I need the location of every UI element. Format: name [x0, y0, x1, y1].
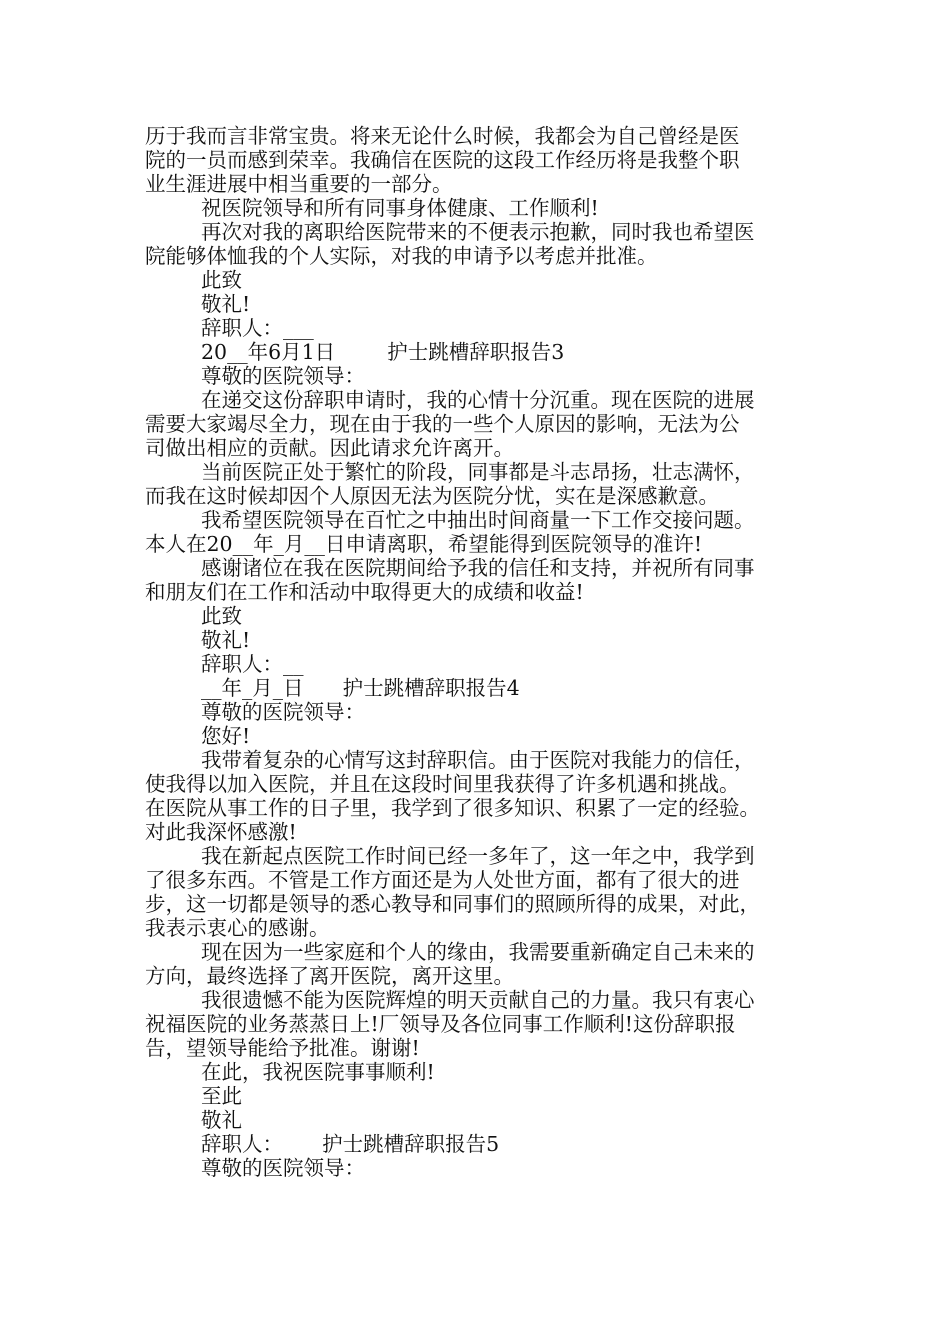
- text-line: 告，望领导能给予批准。谢谢!: [145, 1036, 420, 1060]
- text-line: 司做出相应的贡献。因此请求允许离开。: [145, 436, 514, 460]
- text-line: __年_月_日 护士跳槽辞职报告4: [201, 676, 520, 700]
- text-line: 我在新起点医院工作时间已经一多年了，这一年之中，我学到: [201, 844, 755, 868]
- text-line: 敬礼: [201, 1108, 242, 1132]
- text-line: 祝福医院的业务蒸蒸日上!厂领导及各位同事工作顺利!这份辞职报: [145, 1012, 736, 1036]
- text-line: 当前医院正处于繁忙的阶段，同事都是斗志昂扬，壮志满怀，: [201, 460, 755, 484]
- text-line: 在此，我祝医院事事顺利!: [201, 1060, 435, 1084]
- text-line: 在递交这份辞职申请时，我的心情十分沉重。现在医院的进展: [201, 388, 755, 412]
- text-line: 现在因为一些家庭和个人的缘由，我需要重新确定自己未来的: [201, 940, 755, 964]
- text-line: 我很遗憾不能为医院辉煌的明天贡献自己的力量。我只有衷心: [201, 988, 755, 1012]
- text-line: 此致: [201, 604, 242, 628]
- text-line: 尊敬的医院领导：: [201, 1156, 365, 1180]
- text-line: 对此我深怀感激!: [145, 820, 297, 844]
- text-line: 和朋友们在工作和活动中取得更大的成绩和收益!: [145, 580, 584, 604]
- text-line: 需要大家竭尽全力，现在由于我的一些个人原因的影响，无法为公: [145, 412, 740, 436]
- text-line: 使我得以加入医院，并且在这段时间里我获得了许多机遇和挑战。: [145, 772, 740, 796]
- text-line: 历于我而言非常宝贵。将来无论什么时候，我都会为自己曾经是医: [145, 124, 740, 148]
- text-line: 敬礼!: [201, 292, 251, 316]
- text-line: 了很多东西。不管是工作方面还是为人处世方面，都有了很大的进: [145, 868, 740, 892]
- text-line: 辞职人： 护士跳槽辞职报告5: [201, 1132, 500, 1156]
- text-line: 步，这一切都是领导的悉心教导和同事们的照顾所得的成果，对此，: [145, 892, 760, 916]
- text-line: 至此: [201, 1084, 242, 1108]
- text-line: 业生涯进展中相当重要的一部分。: [145, 172, 453, 196]
- text-line: 感谢诸位在我在医院期间给予我的信任和支持，并祝所有同事: [201, 556, 755, 580]
- text-line: 我带着复杂的心情写这封辞职信。由于医院对我能力的信任，: [201, 748, 755, 772]
- text-line: 敬礼!: [201, 628, 251, 652]
- text-line: 在医院从事工作的日子里，我学到了很多知识、积累了一定的经验。: [145, 796, 760, 820]
- text-line: 再次对我的离职给医院带来的不便表示抱歉，同时我也希望医: [201, 220, 755, 244]
- text-line: 祝医院领导和所有同事身体健康、工作顺利!: [201, 196, 599, 220]
- text-line: 方向，最终选择了离开医院，离开这里。: [145, 964, 514, 988]
- text-line: 我希望医院领导在百忙之中抽出时间商量一下工作交接问题。: [201, 508, 755, 532]
- text-line: 尊敬的医院领导：: [201, 364, 365, 388]
- text-line: 而我在这时候却因个人原因无法为医院分忧，实在是深感歉意。: [145, 484, 719, 508]
- text-line: 辞职人：__: [201, 652, 304, 676]
- document-body: [145, 124, 815, 1180]
- text-line: 尊敬的医院领导：: [201, 700, 365, 724]
- text-line: 您好!: [201, 724, 251, 748]
- text-line: 辞职人：___: [201, 316, 314, 340]
- text-line: 20__年6月1日 护士跳槽辞职报告3: [201, 340, 565, 364]
- text-line: 我表示衷心的感谢。: [145, 916, 330, 940]
- text-line: 本人在20__年_月__日申请离职，希望能得到医院领导的准许!: [145, 532, 703, 556]
- text-line: 院的一员而感到荣幸。我确信在医院的这段工作经历将是我整个职: [145, 148, 740, 172]
- text-line: 院能够体恤我的个人实际，对我的申请予以考虑并批准。: [145, 244, 658, 268]
- text-line: 此致: [201, 268, 242, 292]
